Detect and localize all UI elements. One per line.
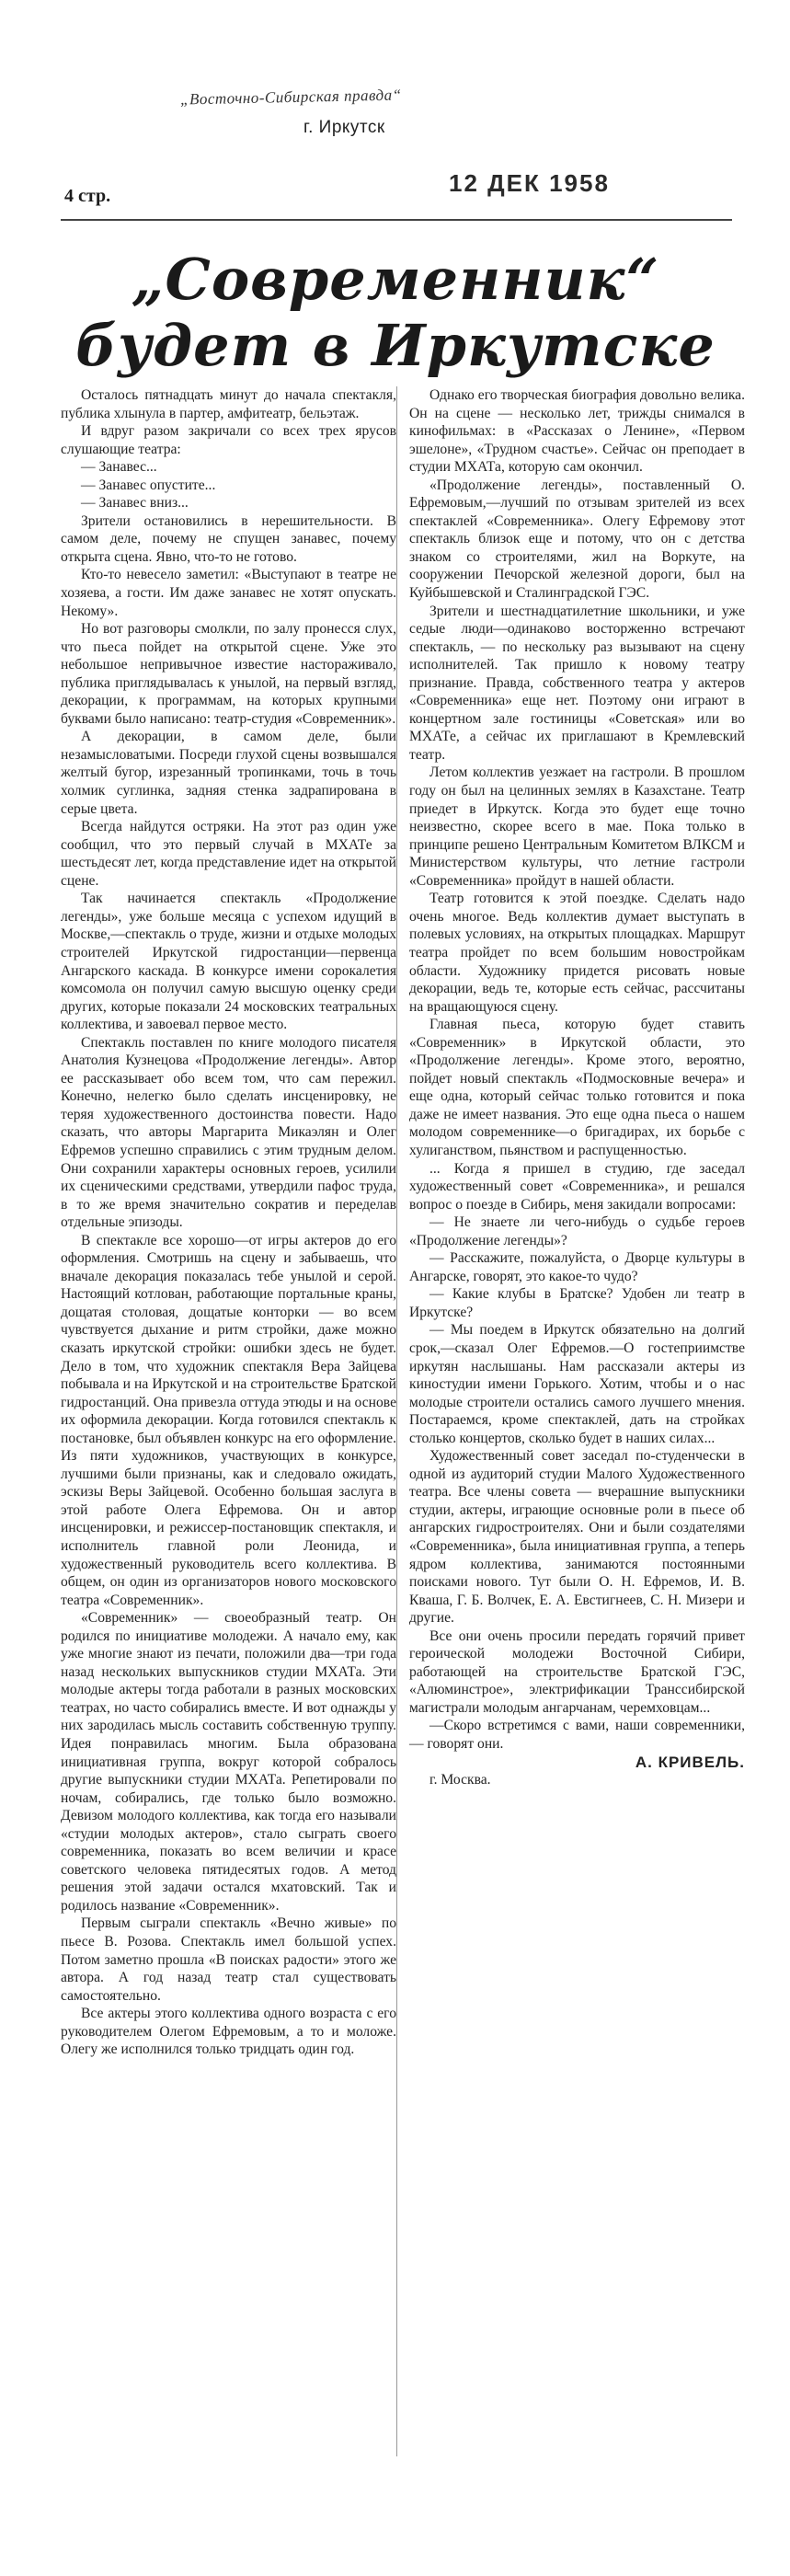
- paragraph: — Расскажите, пожалуйста, о Дворце культуры в Ангарске, говорят, это какое-то чудо?: [409, 1250, 745, 1284]
- date-stamp: 12 ДЕК 1958: [449, 169, 610, 197]
- paragraph: — Занавес...: [81, 459, 157, 476]
- paragraph: — Занавес вниз...: [81, 495, 189, 512]
- paragraph: Летом коллектив уезжает на гастроли. В прошлом году он был на целинных землях в Казахстане. Театр приедет в Иркутск. Когда это будет еще точно неизвестно, скорее всего в мае. Пока только в принципе решено Центральным Комитетом ВЛКСМ и Министерством культуры, что летние гастроли «Современника» пройдут в нашей области.: [409, 765, 745, 889]
- headline-line-2: будет в Иркутске: [75, 312, 716, 379]
- paragraph: А декорации, в самом деле, были незамысловатыми. Посреди глухой сцены возвышался желтый бугор, изрезанный тропинками, точь в точь холмик суглинка, задняя стенка задрапирована в серые цвета.: [61, 729, 396, 817]
- paragraph: Главная пьеса, которую будет ставить «Современник» в Иркутской области, это «Продолжение легенды». Кроме этого, вероятно, пойдет новый спектакль «Подмосковные вечера» и еще одна, который сейчас только готовится и пока даже не имеет названия. Это еще одна пьеса о нашем молодом современнике—о бригадирах, их борьбе с хулиганством, пьянством и распущенностью.: [409, 1017, 745, 1158]
- column-left: [61, 386, 396, 2059]
- paragraph: Зрители и шестнадцатилетние школьники, и уже седые люди—одинаково восторженно встречают спектакль, — по нескольку раз вызывают на сцену исполнителей. Так пришло к новому театру признание. Правда, собственного театра у актеров «Современника» еще нет. Поэтому они играют в концертном зале гостиницы «Советская» или во МХАТе, а сейчас их приглашают в Кремлевский театр.: [409, 603, 745, 763]
- column-right: [409, 386, 745, 2059]
- paragraph: — Занавес опустите...: [81, 477, 216, 493]
- paragraph: —Скоро встретимся с вами, наши современники, — говорят они.: [409, 1718, 745, 1753]
- paragraph: «Продолжение легенды», поставленный О. Ефремовым,—лучший по отзывам зрителей из всех спектаклей «Современника». Олегу Ефремову этот спектакль близок еще и потому, что он с детства знаком со строителями, жил на Воркуте, на сооружении Печорской железной дороги, был на Куйбышевской и Сталинградской ГЭС.: [409, 477, 745, 602]
- paragraph: Художественный совет заседал по-студенчески в одной из аудиторий студии Малого Художественного театра. Все члены совета — вчерашние выпускники студии, актеры, играющие основные роли в пьесе об ангарских гидростроителях. Они и были создателями «Современника», была инициативная группа, а теперь ядром коллектива, занимаются постоянными поисками нового. Тут были О. Н. Ефремов, И. В. Кваша, Г. Б. Волчек, Е. А. Евстигнеев, С. Н. Мизери и другие.: [409, 1448, 745, 1627]
- header-rule: [61, 219, 732, 221]
- dateline-place: г. Москва.: [429, 1772, 491, 1788]
- paragraph: «Современник» — своеобразный театр. Он родился по инициативе молодежи. А начало ему, как уже многие знают из печати, положили два—три года назад нескольких выпускников студии МХАТа. Эти молодые актеры тогда работали в разных московских театрах, но часто собирались вместе. И вот однажды у них зародилась мысль составить собственную труппу. Идея понравилась многим. Была образована инициативная группа, вокруг которой собралось другие выпускники студии МХАТа. Репетировали по ночам, собирались, где только было возможно. Девизом молодого коллектива, как тогда его называли «студии молодых актеров», стало сыграть своего современника, показать во всем величии и красе советского человека пятидесятых годов. А метод решения этой задачи остался мхатовский. Так и родилось название «Современник».: [61, 1610, 396, 1914]
- paragraph: — Какие клубы в Братске? Удобен ли театр в Иркутске?: [409, 1286, 745, 1320]
- article-body: [61, 386, 745, 2059]
- page-number: 4 стр.: [64, 186, 111, 206]
- paragraph: И вдруг разом закричали со всех трех ярусов слушающие театра:: [61, 423, 396, 457]
- author-signature: А. КРИВЕЛЬ.: [635, 1753, 745, 1771]
- headline-line-1: „Современник“: [131, 246, 660, 313]
- paragraph: Спектакль поставлен по книге молодого писателя Анатолия Кузнецова «Продолжение легенды». Автор ее рассказывает обо всем том, что сам пережил. Конечно, нелегко было сделать инсценировку, не теряя художественного достоинства повести. Надо сказать, что авторы Маргарита Микаэлян и Олег Ефремов успешно справились с этим трудным делом. Они сохранили характеры основных героев, усилили их сценическими средствами, утвердили пафос труда, в то же время значительно сократив и переделав отдельные эпизоды.: [61, 1034, 396, 1231]
- paragraph: — Не знаете ли чего-нибудь о судьбе героев «Продолжение легенды»?: [409, 1214, 745, 1248]
- stamp-city: г. Иркутск: [303, 118, 385, 137]
- paragraph: Но вот разговоры смолкли, по залу пронесся слух, что пьеса пойдет на открытой сцене. Уже это небольшое непривычное известие настораживало, публика приглядывалась к унылой, на первый взгляд, декорации, к программам, на которых крупными буквами было написано: театр-студия «Современник».: [61, 621, 396, 727]
- paragraph: Все актеры этого коллектива одного возраста с его руководителем Олегом Ефремовым, а то и моложе. Олегу же исполнился только тридцать один год.: [61, 2006, 396, 2058]
- paragraph: Кто-то невесело заметил: «Выступают в театре не хозяева, а гости. Им даже занавес не хотят опускать. Некому».: [61, 567, 396, 619]
- paragraph: Осталось пятнадцать минут до начала спектакля, публика хлынула в партер, амфитеатр, бельэтаж.: [61, 387, 396, 421]
- paragraph: Театр готовится к этой поездке. Сделать надо очень многое. Ведь коллектив думает выступать в полевых условиях, на открытых площадках. Маршрут театра пройдет по всем большим новостройкам области. Художнику придется рисовать новые декорации, ведь те, которые есть сейчас, рассчитаны на вращающуюся сцену.: [409, 891, 745, 1015]
- paragraph: Зрители остановились в нерешительности. В самом деле, почему не спущен занавес, почему открыта сцена. Явно, что-то не готово.: [61, 512, 396, 565]
- paragraph: ... Когда я пришел в студию, где заседал художественный совет «Современника», и решался вопрос о поезде в Сибирь, меня закидали вопросами:: [409, 1160, 745, 1213]
- paragraph: Все они очень просили передать горячий привет героической молодежи Восточной Сибири, работающей на строительстве Братской ГЭС, «Алюминстрое», электрификации Транссибирской магистрали молодым ангарчанам, черемховцам...: [409, 1627, 745, 1716]
- newspaper-stamp: „Восточно-Сибирская правда“: [179, 86, 402, 109]
- paragraph: Всегда найдутся остряки. На этот раз один уже сообщил, что это первый случай в МХАТе за шестьдесят лет, когда представление идет на открытой сцене.: [61, 819, 396, 889]
- paragraph: Так начинается спектакль «Продолжение легенды», уже больше месяца с успехом идущий в Москве,—спектакль о труде, жизни и отдыхе молодых строителей Иркутской гидростанции—первенца Ангарского каскада. В конкурсе имени сорокалетия комсомола он получил самую высшую оценку среди других, которые показали 24 московских театральных коллектива, и завоевал первое место.: [61, 891, 396, 1033]
- paragraph: Однако его творческая биография довольно велика. Он на сцене — несколько лет, трижды снимался в кинофильмах: в «Рассказах о Ленине», «Первом эшелоне», «Трудном счастье». Сейчас он преподает в студии МХАТа, которую сам окончил.: [409, 387, 745, 476]
- headline: [55, 247, 736, 379]
- paragraph: — Мы поедем в Иркутск обязательно на долгий срок,—сказал Олег Ефремов.—О гостеприимстве иркутян наслышаны. Нам рассказали актеры из киностудии имени Горького. Хотим, чтобы и о нас молодые строители остались самого лучшего мнения. Постараемся, кроме спектаклей, дать на стройках столько концертов, сколько будет в наших силах...: [409, 1322, 745, 1446]
- paragraph: Первым сыграли спектакль «Вечно живые» по пьесе В. Розова. Спектакль имел большой успех. Потом заметно прошла «В поисках радости» этого же автора. А год назад театр стал существовать самостоятельно.: [61, 1915, 396, 2004]
- paragraph: В спектакле все хорошо—от игры актеров до его оформления. Смотришь на сцену и забываешь, что вначале декорация показалась тебе унылой и серой. Настоящий котлован, работающие портальные краны, дощатая столовая, дощатые конторки — во всем чувствуется дыхание и ритм стройки, даже можно сказать иркутской стройки: ошибки здесь не будет. Дело в том, что художник спектакля Вера Зайцева побывала и на Иркутской и на строительстве Братской гидростанций. Она привезла оттуда этюды и на основе их оформила декорации. Когда готовился спектакль к постановке, был объявлен конкурс на его оформление. Из пяти художников, участвующих в конкурсе, лучшими были признаны, как и следовало ожидать, эскизы Веры Зайцевой. Особенно большая заслуга в этой работе Олега Ефремова. Он и автор инсценировки, и режиссер-постановщик спектакля, и исполнитель главной роли Леонида, и художественный руководитель всего коллектива. В общем, он один из организаторов нового московского театра «Современник».: [61, 1232, 396, 1608]
